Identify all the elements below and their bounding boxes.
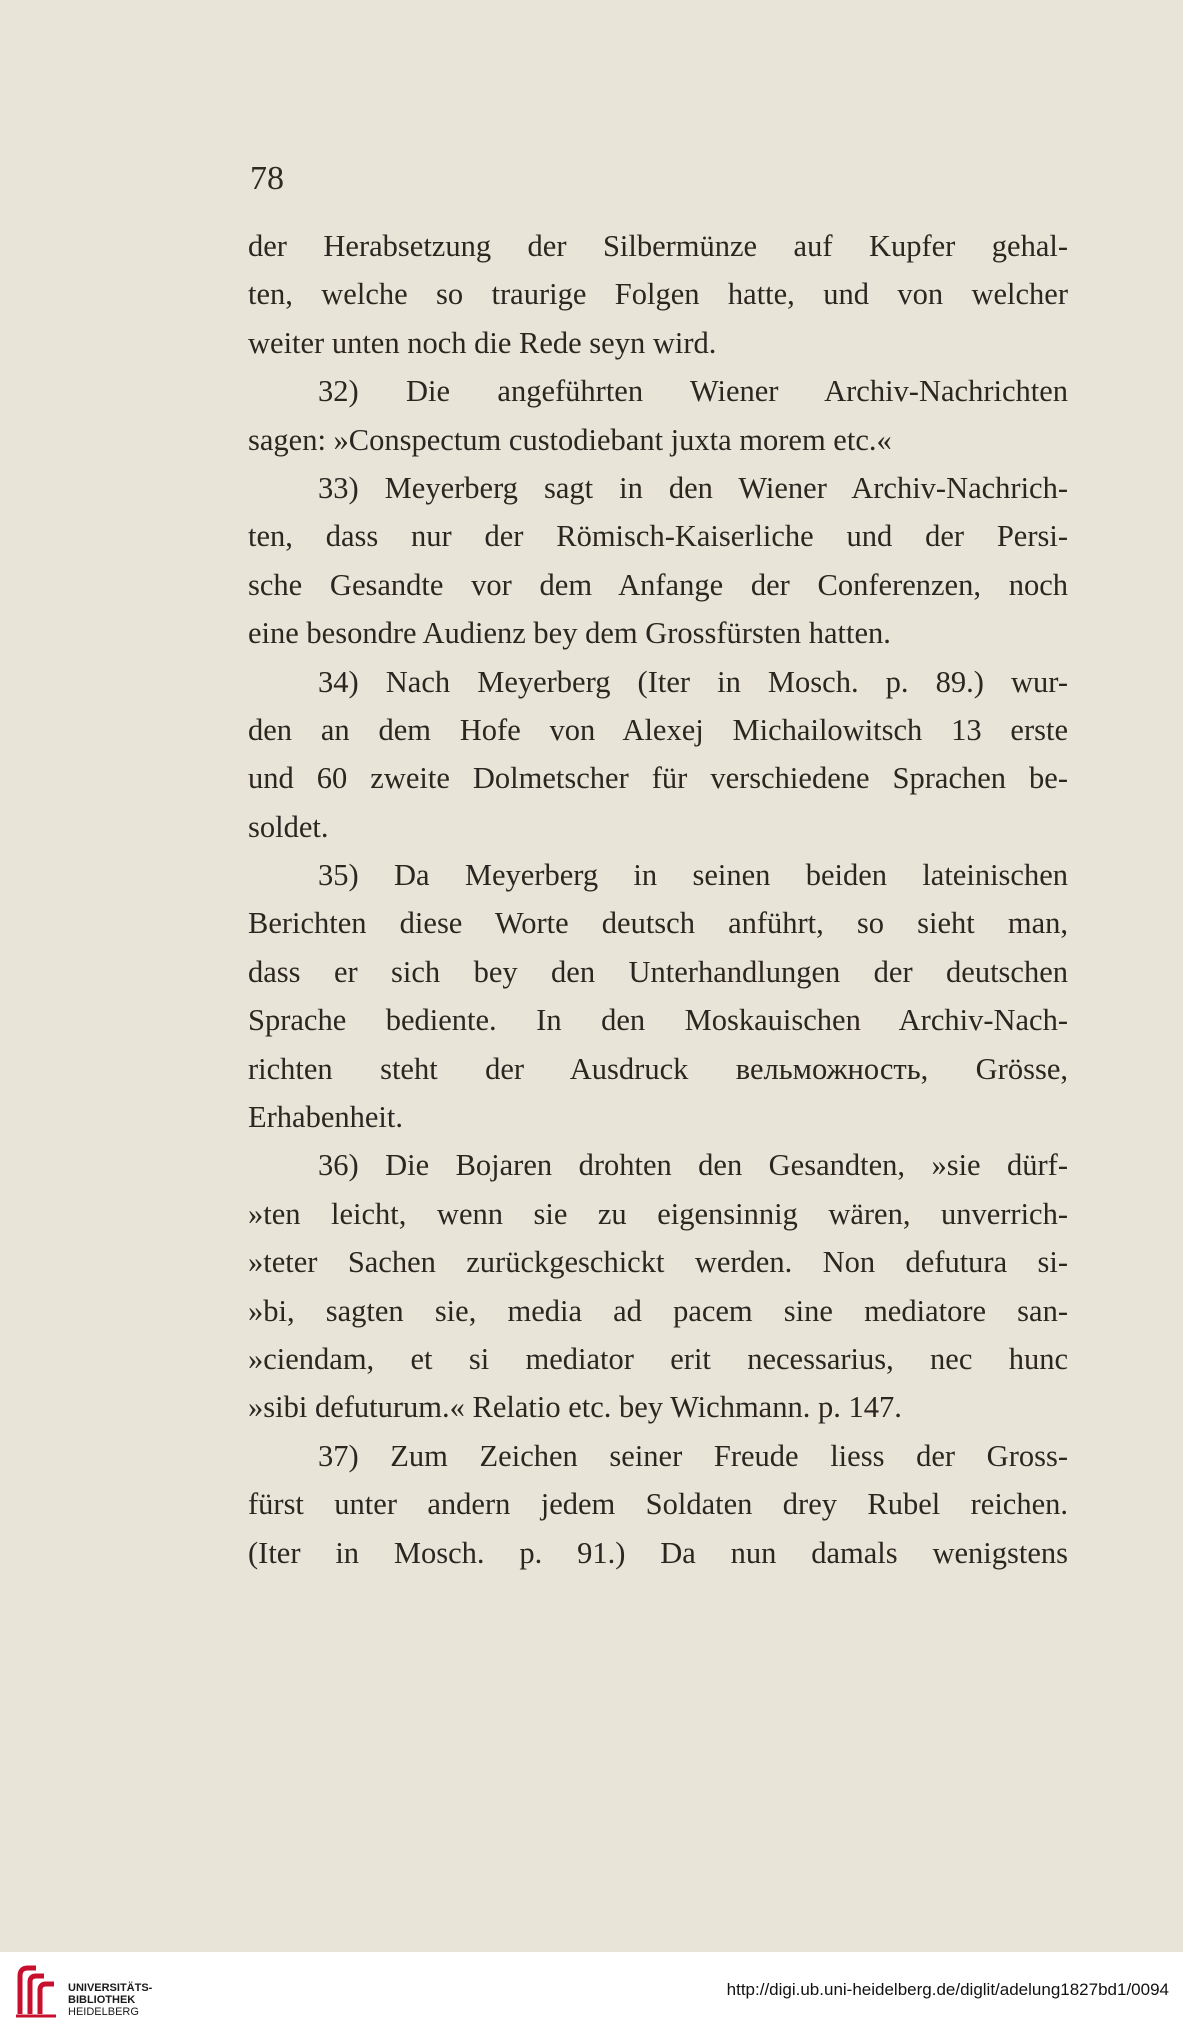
text-line: sche Gesandte vor dem Anfange der Conferenzen, noch xyxy=(248,567,1068,602)
text-line: 34) Nach Meyerberg (Iter in Mosch. p. 89.) wur- xyxy=(318,664,1068,699)
text-line: soldet. xyxy=(248,809,329,844)
text-line: ten, dass nur der Römisch-Kaiserliche und der Persi- xyxy=(248,519,1068,554)
text-line: (Iter in Mosch. p. 91.) Da nun damals wenigstens xyxy=(248,1535,1068,1570)
body-text xyxy=(248,222,1068,1577)
text-line: dass er sich bey den Unterhandlungen der deutschen xyxy=(248,954,1068,989)
text-line: »ten leicht, wenn sie zu eigensinnig wären, unverrich- xyxy=(248,1196,1068,1231)
text-line: fürst unter andern jedem Soldaten drey Rubel reichen. xyxy=(248,1487,1068,1522)
text-line: »sibi defuturum.« Relatio etc. bey Wichmann. p. 147. xyxy=(248,1390,902,1425)
page-number: 78 xyxy=(250,160,284,197)
text-line: »teter Sachen zurückgeschickt werden. Non defutura si- xyxy=(248,1245,1068,1280)
text-line: Erhabenheit. xyxy=(248,1100,403,1135)
logo-line: UNIVERSITÄTS- xyxy=(68,1982,153,1994)
text-line: sagen: »Conspectum custodiebant juxta morem etc.« xyxy=(248,422,892,457)
text-line: richten steht der Ausdruck вельможность, Grösse, xyxy=(248,1051,1068,1086)
text-line: »ciendam, et si mediator erit necessarius, nec hunc xyxy=(248,1341,1068,1376)
text-line: und 60 zweite Dolmetscher für verschiedene Sprachen be- xyxy=(248,761,1068,796)
library-logo[interactable] xyxy=(14,1962,153,2022)
text-line: 32) Die angeführten Wiener Archiv-Nachrichten xyxy=(318,374,1068,409)
text-line: 33) Meyerberg sagt in den Wiener Archiv-Nachrich- xyxy=(318,470,1068,505)
text-line: 36) Die Bojaren drohten den Gesandten, »sie dürf- xyxy=(318,1148,1068,1183)
text-line: »bi, sagten sie, media ad pacem sine mediatore san- xyxy=(248,1293,1068,1328)
logo-line: BIBLIOTHEK xyxy=(68,1994,136,2006)
source-url-link[interactable]: http://digi.ub.uni-heidelberg.de/diglit/adelung1827bd1/0094 xyxy=(726,1980,1169,1999)
university-library-heidelberg-logo-icon xyxy=(14,1962,58,2020)
logo-line: HEIDELBERG xyxy=(68,2006,139,2018)
footer-bar xyxy=(0,1952,1183,2033)
library-logo-text xyxy=(68,1982,152,2018)
text-line: 37) Zum Zeichen seiner Freude liess der Gross- xyxy=(318,1438,1068,1473)
text-line: eine besondre Audienz bey dem Grossfürsten hatten. xyxy=(248,616,891,651)
text-line: ten, welche so traurige Folgen hatte, und von welcher xyxy=(248,277,1068,312)
text-line: der Herabsetzung der Silbermünze auf Kupfer gehal- xyxy=(248,229,1068,263)
text-line: Sprache bediente. In den Moskauischen Archiv-Nach- xyxy=(248,1003,1068,1038)
text-line: 35) Da Meyerberg in seinen beiden lateinischen xyxy=(318,858,1068,893)
text-line: den an dem Hofe von Alexej Michailowitsch 13 erste xyxy=(248,712,1068,747)
text-line: Berichten diese Worte deutsch anführt, so sieht man, xyxy=(248,906,1068,941)
text-line: weiter unten noch die Rede seyn wird. xyxy=(248,325,717,360)
